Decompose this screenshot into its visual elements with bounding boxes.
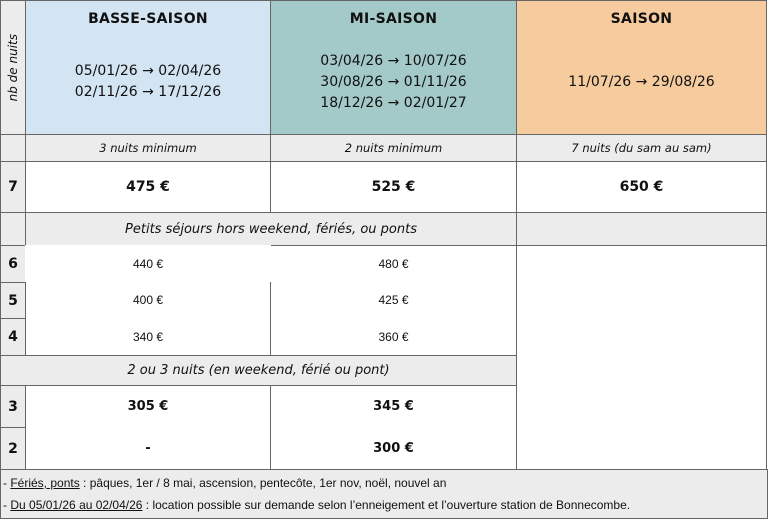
season-title: SAISON [610, 11, 673, 27]
nights-2: 2 [0, 427, 26, 470]
nights-label: nb de nuits [6, 33, 20, 102]
price-basse-6: 440 € [25, 245, 271, 282]
note-holidays: - Fériés, ponts : pâques, 1er / 8 mai, ascension, pentecôte, 1er nov, noël, nouvel an [3, 476, 447, 490]
price-mi-2: 300 € [271, 427, 516, 469]
price-mi-3: 345 € [271, 386, 516, 427]
minimum-saison: 7 nuits (du sam au sam) [516, 134, 767, 162]
price-mi-7: 525 € [270, 161, 517, 213]
season-dates: 05/01/26 → 02/04/26 [74, 63, 222, 79]
note-holidays-label: Fériés, ponts [10, 476, 80, 490]
season-title: MI-SAISON [349, 11, 438, 27]
season-dates: 30/08/26 → 01/11/26 [320, 74, 467, 90]
note-winter-label: Du 05/01/26 au 02/04/26 [10, 498, 143, 512]
note-winter: - Du 05/01/26 au 02/04/26 : location possible sur demande selon l’enneigement et l’ouverture station de Bonnecombe. [3, 498, 631, 512]
price-basse-5: 400 € [26, 282, 270, 318]
footer-notes [0, 469, 768, 519]
price-basse-2: - [26, 427, 270, 469]
price-basse-3: 305 € [26, 386, 270, 427]
season-dates: 02/11/26 → 17/12/26 [74, 84, 222, 100]
minimum-mi: 2 nuits minimum [270, 134, 517, 162]
season-dates: 03/04/26 → 10/07/26 [320, 53, 467, 69]
note-winter-text: : location possible sur demande selon l’enneigement et l’ouverture station de Bonnecombe. [142, 498, 631, 512]
minimum-basse: 3 nuits minimum [25, 134, 271, 162]
price-basse-7: 475 € [25, 161, 271, 213]
season-dates: 18/12/26 → 02/01/27 [320, 95, 467, 111]
season-header-basse [25, 0, 271, 135]
price-mi-5: 425 € [271, 282, 516, 318]
price-basse-4: 340 € [26, 318, 270, 355]
section-short-stays: Petits séjours hors weekend, fériés, ou ponts [25, 212, 517, 246]
section-weekend: 2 ou 3 nuits (en weekend, férié ou pont) [0, 355, 517, 386]
empty-saison-cell [516, 245, 767, 470]
nights-7: 7 [0, 161, 26, 213]
season-header-mi [270, 0, 517, 135]
nights-3: 3 [0, 385, 26, 428]
season-dates: 11/07/26 → 29/08/26 [568, 74, 715, 90]
price-saison-7: 650 € [516, 161, 767, 213]
empty-cell [0, 134, 26, 162]
nights-column-header [0, 0, 26, 135]
nights-5: 5 [0, 282, 26, 319]
price-mi-4: 360 € [271, 318, 516, 355]
season-title: BASSE-SAISON [88, 11, 208, 27]
note-holidays-text: : pâques, 1er / 8 mai, ascension, pentecôte, 1er nov, noël, nouvel an [79, 476, 447, 490]
price-mi-6: 480 € [271, 246, 516, 282]
empty-cell [0, 212, 26, 246]
nights-4: 4 [0, 318, 26, 356]
season-header-saison [516, 0, 767, 135]
nights-6: 6 [0, 245, 26, 283]
empty-cell [516, 212, 767, 246]
